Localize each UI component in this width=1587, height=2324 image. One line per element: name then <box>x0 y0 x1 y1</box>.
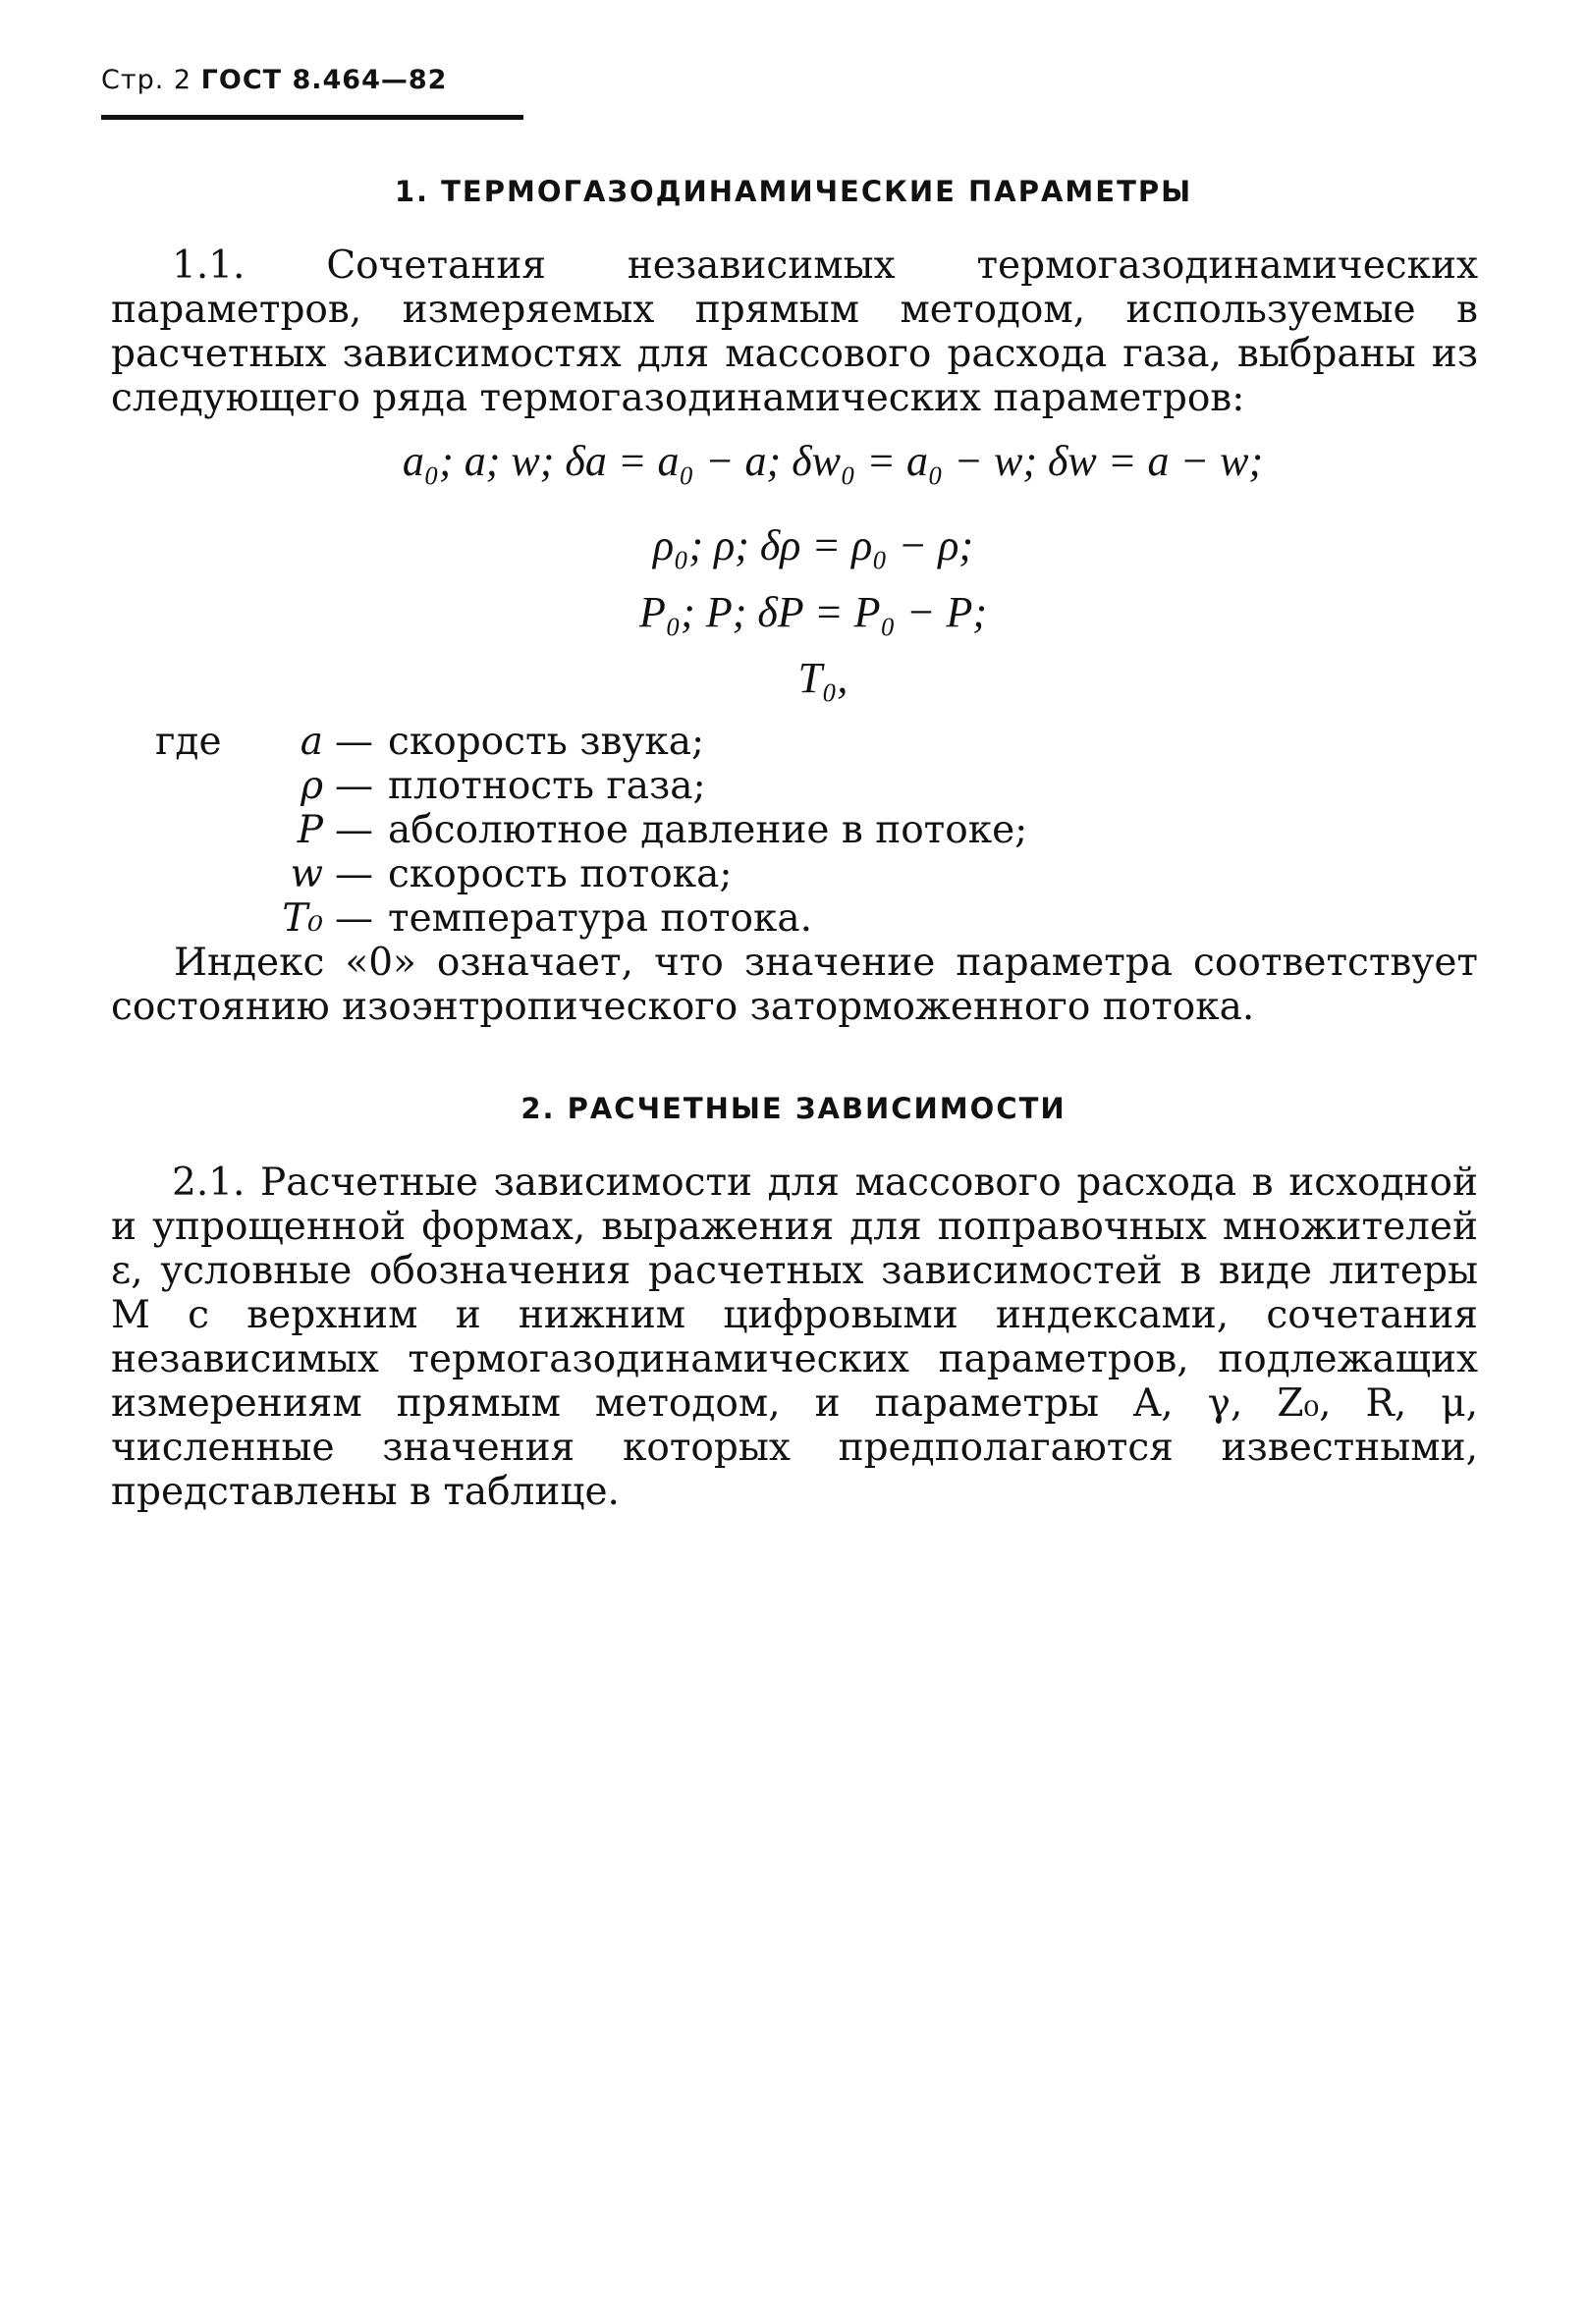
index-note-text: Индекс «0» означает, что значение параметра соответствует состоянию изоэнтропического заторможенного потока. <box>111 941 1478 1029</box>
definition-row <box>111 720 1478 764</box>
header-rule <box>101 115 523 120</box>
formula-line-1-text: a₀; a; w; δa = a₀ − a; δw₀ = a₀ − w; δw = a − w; <box>402 437 1264 485</box>
paragraph-1-1-text: 1.1. Сочетания независимых термогазодинамических параметров, измеряемых прямым методом, используемые в расчетных зависимостях для массового расхода газа, выбраны из следующего ряда термогазодинамических параметров: <box>111 243 1478 420</box>
formula-line-2 <box>20 520 1587 571</box>
section-1-heading: 1. ТЕРМОГАЗОДИНАМИЧЕСКИЕ ПАРАМЕТРЫ <box>394 175 1193 208</box>
definition-row <box>111 808 1478 852</box>
definition-symbol: a <box>300 720 323 764</box>
paragraph-2-1 <box>111 1161 1478 1514</box>
definition-text: скорость потока; <box>388 852 733 896</box>
section-2-heading: 2. РАСЧЕТНЫЕ ЗАВИСИМОСТИ <box>520 1092 1067 1125</box>
definition-symbol: P <box>297 808 323 852</box>
definition-dash: — <box>335 764 373 808</box>
definition-text: плотность газа; <box>388 764 706 808</box>
definition-dash: — <box>335 720 373 764</box>
formula-line-4-text: T₀, <box>797 654 848 702</box>
definition-text: скорость звука; <box>388 720 705 764</box>
where-intro: где <box>155 720 222 764</box>
definition-row <box>111 764 1478 808</box>
definition-dash: — <box>335 808 373 852</box>
formula-line-3 <box>20 587 1587 638</box>
definition-text: абсолютное давление в потоке; <box>388 808 1028 852</box>
definition-dash: — <box>335 852 373 896</box>
page-number-label: Стр. 2 <box>101 65 192 95</box>
formula-line-4 <box>29 653 1587 704</box>
definition-symbol: w <box>290 852 323 896</box>
definition-symbol: ρ <box>301 764 323 808</box>
formula-line-2-text: ρ₀; ρ; δρ = ρ₀ − ρ; <box>653 521 973 569</box>
definition-symbol: T₀ <box>282 896 323 941</box>
definition-row <box>111 896 1478 941</box>
formula-line-1 <box>39 436 1587 487</box>
paragraph-2-1-text: 2.1. Расчетные зависимости для массового расхода в исходной и упрощенной формах, выражения для поправочных множителей ε, условные обозначения расчетных зависимостей в виде литеры M с верхним и нижним цифровыми индексами, сочетания независимых термогазодинамических параметров, подлежащих измерениям прямым методом, и параметры A, γ, Z₀, R, μ, численные значения которых предполагаются известными, представлены в таблице. <box>111 1161 1478 1514</box>
standard-designation: ГОСТ 8.464—82 <box>200 65 448 95</box>
definitions-list <box>111 720 1478 941</box>
definition-text: температура потока. <box>388 896 812 941</box>
page-header <box>101 65 523 95</box>
definition-dash: — <box>335 896 373 941</box>
index-note <box>111 941 1478 1029</box>
paragraph-1-1 <box>111 243 1478 420</box>
formula-line-3-text: P₀; P; δP = P₀ − P; <box>639 588 987 636</box>
definition-row <box>111 852 1478 896</box>
